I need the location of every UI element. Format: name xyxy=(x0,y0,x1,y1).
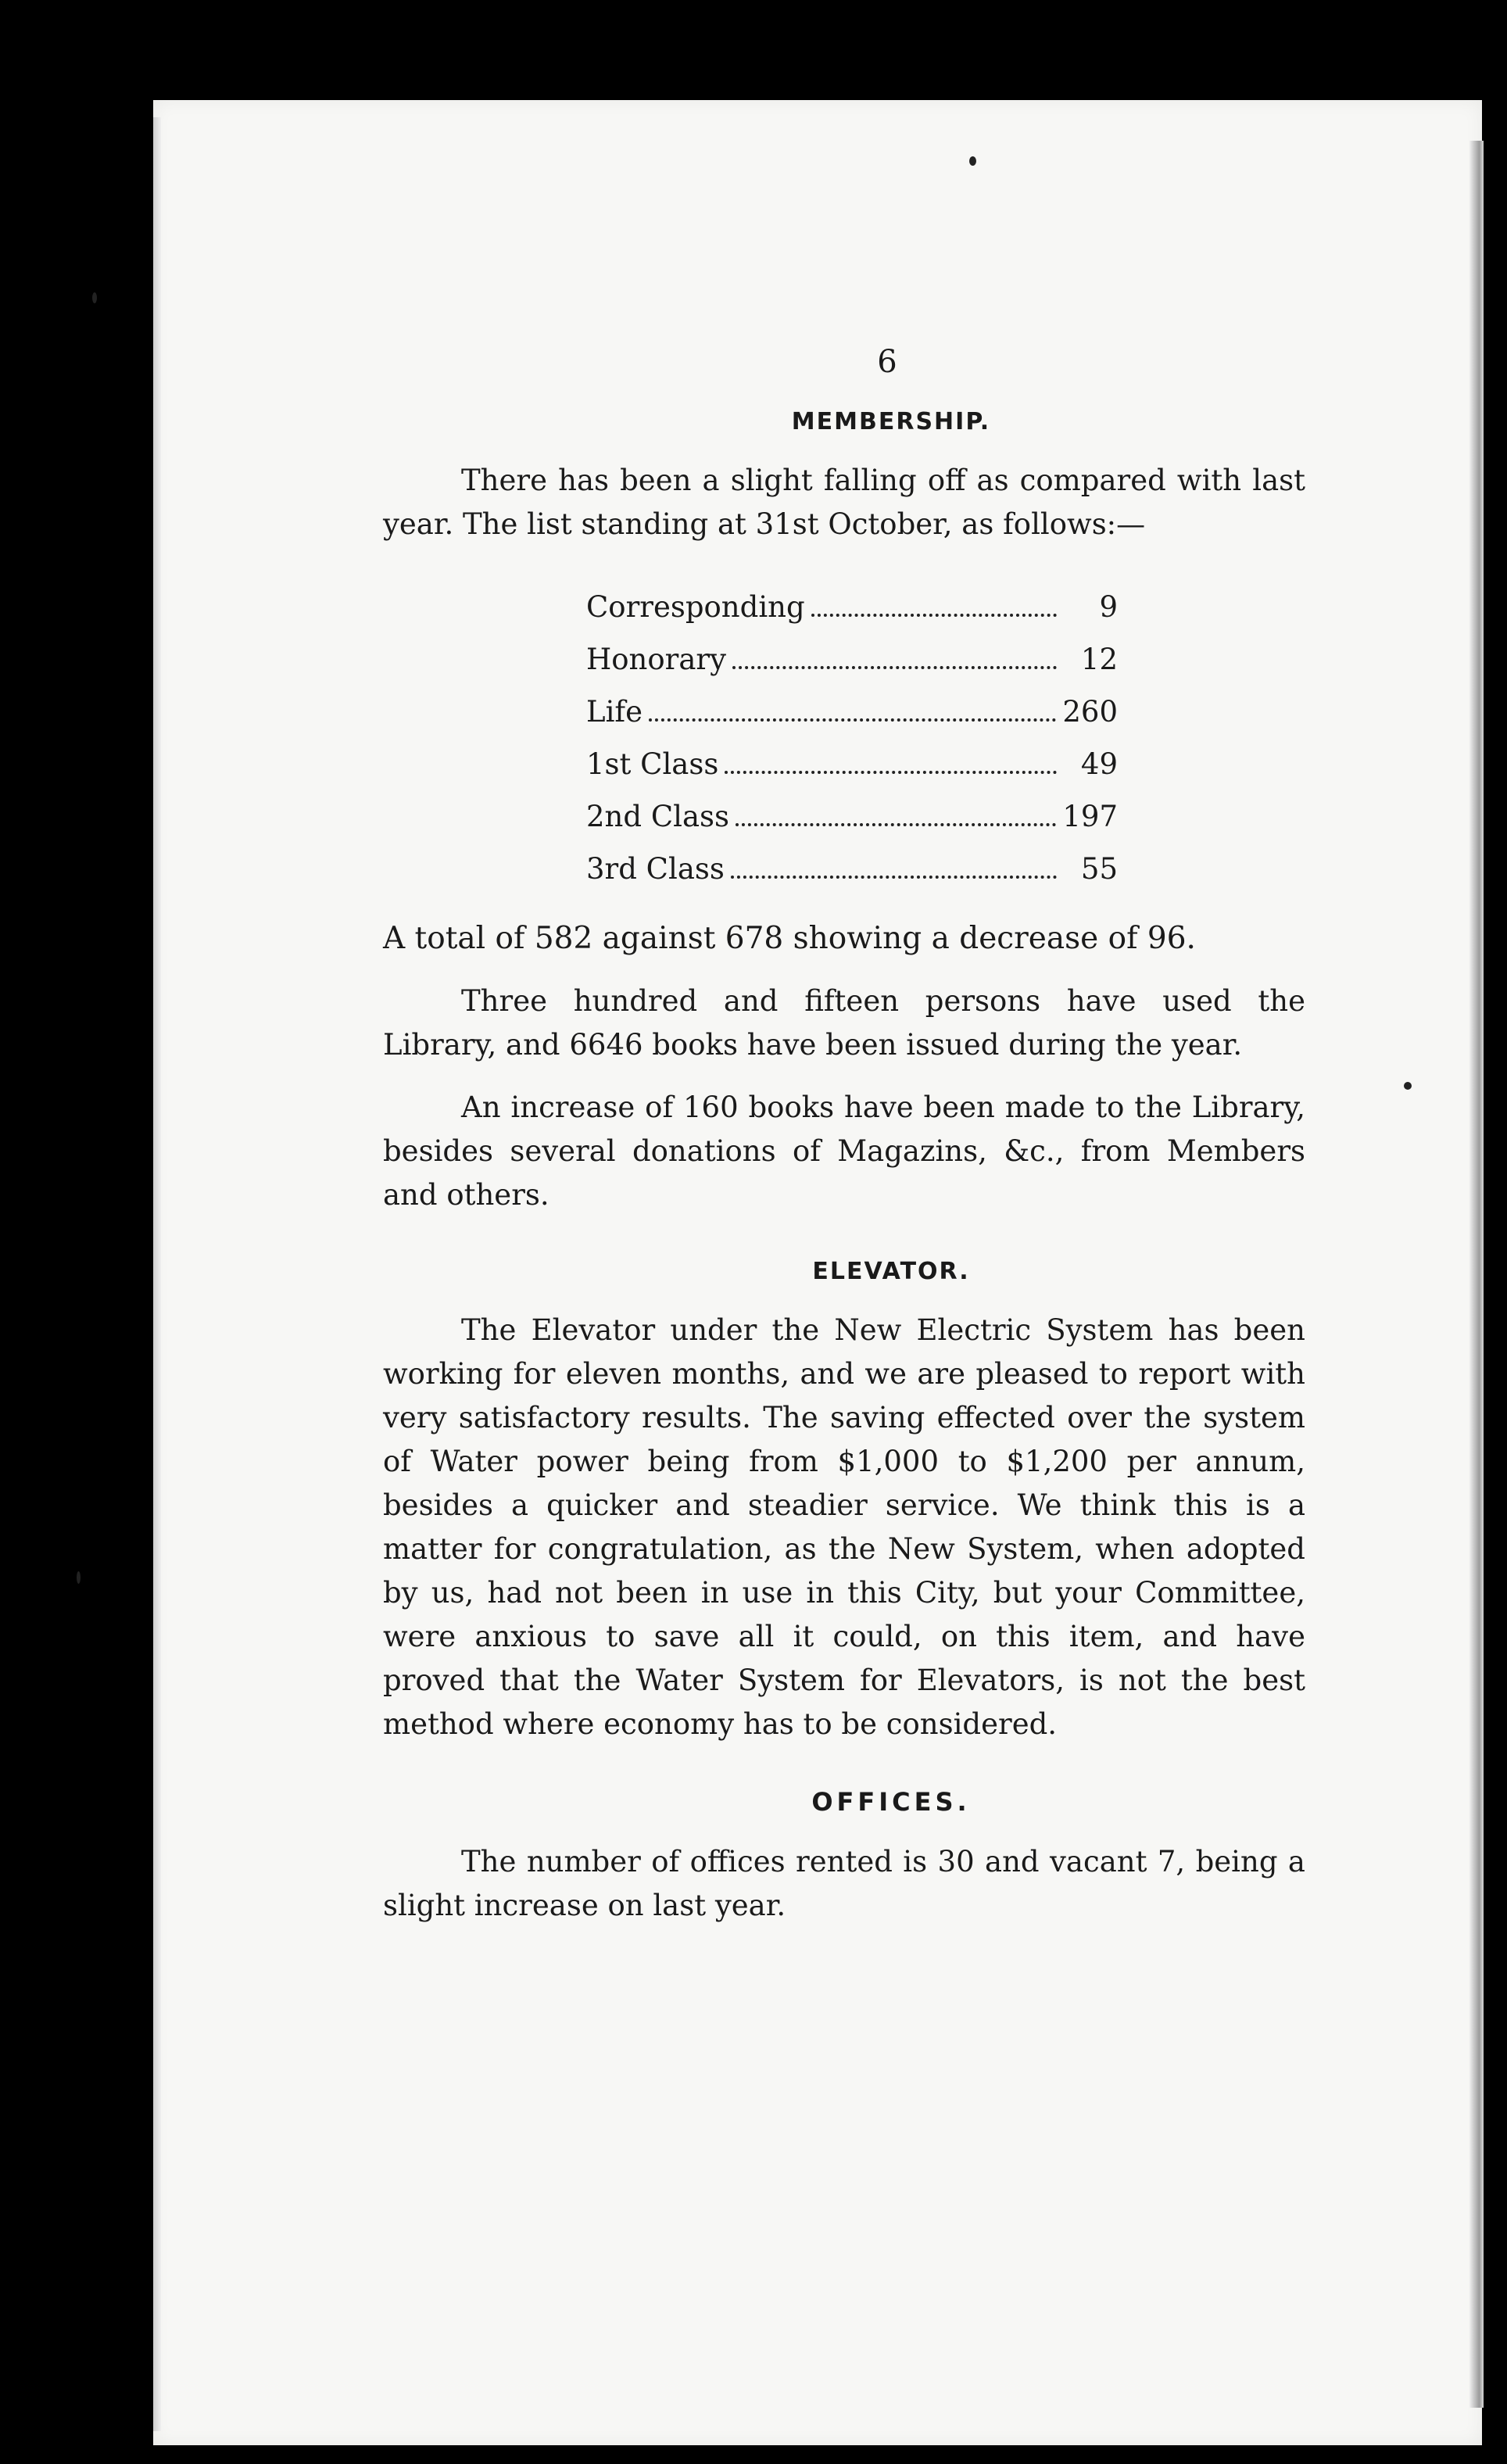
membership-list xyxy=(586,581,1118,895)
library-increase-paragraph: An increase of 160 books have been made to the Library, besides several donations of Magazins, &c., from Members and others. xyxy=(383,1091,1305,1212)
leader-dots xyxy=(649,718,1056,722)
elevator-heading: ELEVATOR. xyxy=(812,1258,970,1285)
speck xyxy=(77,1571,81,1584)
membership-count: 55 xyxy=(1080,852,1118,886)
membership-label: Life xyxy=(586,695,643,729)
page-content xyxy=(383,344,1305,1928)
page-edge-right xyxy=(1469,141,1484,2408)
leader-dots xyxy=(731,876,1057,879)
membership-label: 1st Class xyxy=(586,747,719,781)
speck xyxy=(92,292,97,303)
membership-row xyxy=(586,738,1118,790)
membership-count: 9 xyxy=(1099,590,1118,624)
offices-paragraph: The number of offices rented is 30 and vacant 7, being a slight increase on last year. xyxy=(383,1845,1305,1922)
leader-dots xyxy=(736,823,1056,826)
leader-dots xyxy=(732,666,1057,669)
membership-total: A total of 582 against 678 showing a decrease of 96. xyxy=(383,921,1196,956)
page-edge-left xyxy=(153,117,161,2431)
membership-label: Honorary xyxy=(586,643,726,676)
speck xyxy=(969,156,976,166)
offices-heading: OFFICES. xyxy=(811,1787,971,1817)
leader-dots xyxy=(811,614,1057,617)
membership-row xyxy=(586,581,1118,633)
membership-row xyxy=(586,686,1118,738)
membership-heading: MEMBERSHIP. xyxy=(791,408,991,435)
page-number: 6 xyxy=(877,344,897,380)
membership-count: 197 xyxy=(1062,800,1118,833)
membership-count: 260 xyxy=(1062,695,1118,729)
membership-label: Corresponding xyxy=(586,590,805,624)
membership-row xyxy=(586,633,1118,686)
membership-row xyxy=(586,790,1118,843)
membership-count: 12 xyxy=(1080,643,1118,676)
elevator-paragraph: The Elevator under the New Electric System has been working for eleven months, and we are pleased to report with very satisfactory results. The saving effected over the system of Water power being from $1,000 to $1,200 per annum, besides a quicker and steadier service. We think this is a matter for congratulation, as the New System, when adopted by us, had not been in use in this City, but your Committee, were anxious to save all it could, on this item, and have proved that the Water System for Elevators, is not the best method where economy has to be considered. xyxy=(383,1313,1305,1741)
membership-count: 49 xyxy=(1080,747,1118,781)
membership-row xyxy=(586,843,1118,895)
membership-label: 3rd Class xyxy=(586,852,725,886)
leader-dots xyxy=(725,771,1057,774)
membership-intro: There has been a slight falling off as compared with last year. The list standing at 31st October, as follows:— xyxy=(383,464,1305,541)
library-usage-paragraph: Three hundred and fifteen persons have used the Library, and 6646 books have been issued during the year. xyxy=(383,984,1305,1062)
speck xyxy=(1404,1082,1412,1090)
membership-label: 2nd Class xyxy=(586,800,729,833)
